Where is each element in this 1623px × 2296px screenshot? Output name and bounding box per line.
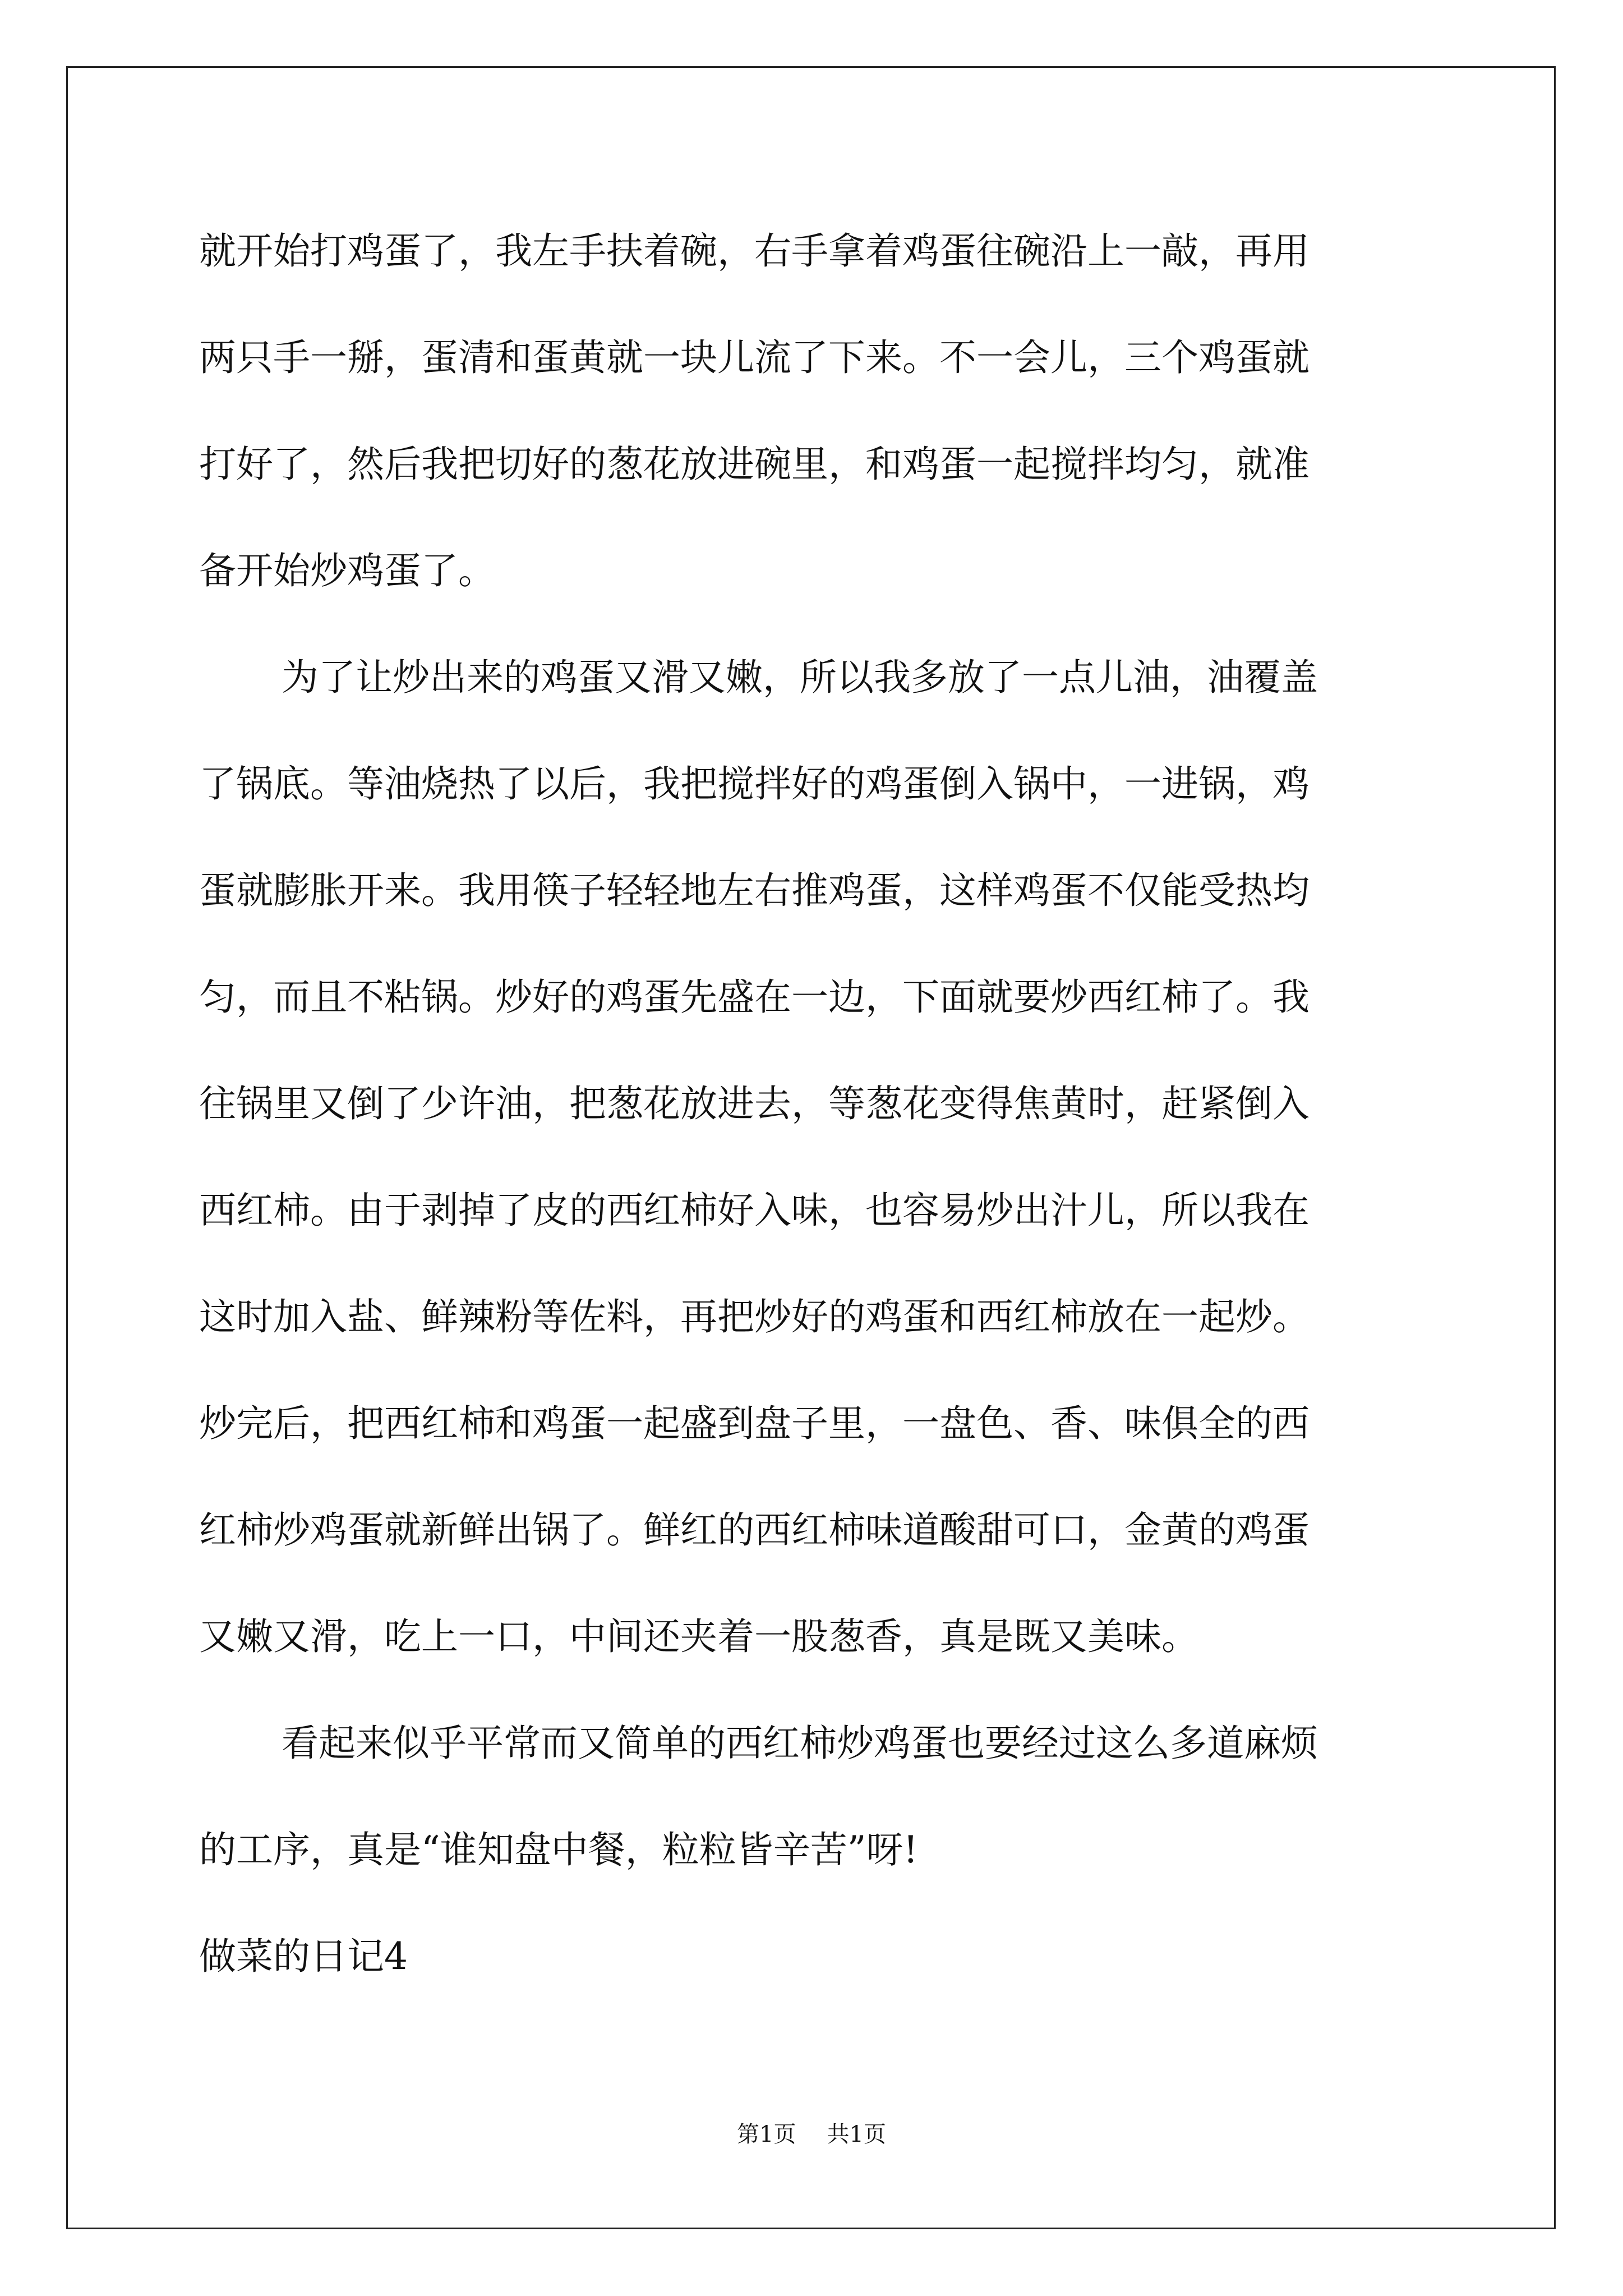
text-line: 就开始打鸡蛋了，我左手扶着碗，右手拿着鸡蛋往碗沿上一敲，再用 — [199, 229, 1310, 273]
text-line: 这时加入盐、鲜辣粉等佐料，再把炒好的鸡蛋和西红柿放在一起炒。 — [199, 1295, 1310, 1338]
text-line: 蛋就膨胀开来。我用筷子轻轻地左右推鸡蛋，这样鸡蛋不仅能受热均 — [199, 869, 1310, 912]
text-line: 匀，而且不粘锅。炒好的鸡蛋先盛在一边，下面就要炒西红柿了。我 — [199, 976, 1310, 1019]
text-line: 往锅里又倒了少许油，把葱花放进去，等葱花变得焦黄时，赶紧倒入 — [199, 1082, 1310, 1125]
text-line: 的工序，真是“谁知盘中餐，粒粒皆辛苦”呀! — [199, 1828, 919, 1871]
text-line: 又嫩又滑，吃上一口，中间还夹着一股葱香，真是既又美味。 — [199, 1615, 1198, 1658]
text-line: 红柿炒鸡蛋就新鲜出锅了。鲜红的西红柿味道酸甜可口，金黄的鸡蛋 — [199, 1508, 1310, 1552]
text-line: 西红柿。由于剥掉了皮的西红柿好入味，也容易炒出汁儿，所以我在 — [199, 1189, 1310, 1232]
text-line: 打好了，然后我把切好的葱花放进碗里，和鸡蛋一起搅拌均匀，就准 — [199, 443, 1310, 486]
text-line: 炒完后，把西红柿和鸡蛋一起盛到盘子里，一盘色、香、味俱全的西 — [199, 1402, 1310, 1445]
page-footer — [0, 2120, 1623, 2148]
text-line: 看起来似乎平常而又简单的西红柿炒鸡蛋也要经过这么多道麻烦 — [282, 1722, 1318, 1765]
text-line: 两只手一掰，蛋清和蛋黄就一块儿流了下来。不一会儿，三个鸡蛋就 — [199, 336, 1310, 379]
page-number: 第1页 — [737, 2122, 796, 2147]
section-heading: 做菜的日记4 — [199, 1935, 408, 1978]
text-line: 了锅底。等油烧热了以后，我把搅拌好的鸡蛋倒入锅中，一进锅，鸡 — [199, 762, 1310, 806]
document-body — [199, 218, 1430, 2030]
page-total: 共1页 — [827, 2122, 886, 2147]
text-line: 为了让炒出来的鸡蛋又滑又嫩，所以我多放了一点儿油，油覆盖 — [282, 656, 1318, 699]
text-line: 备开始炒鸡蛋了。 — [199, 549, 495, 592]
